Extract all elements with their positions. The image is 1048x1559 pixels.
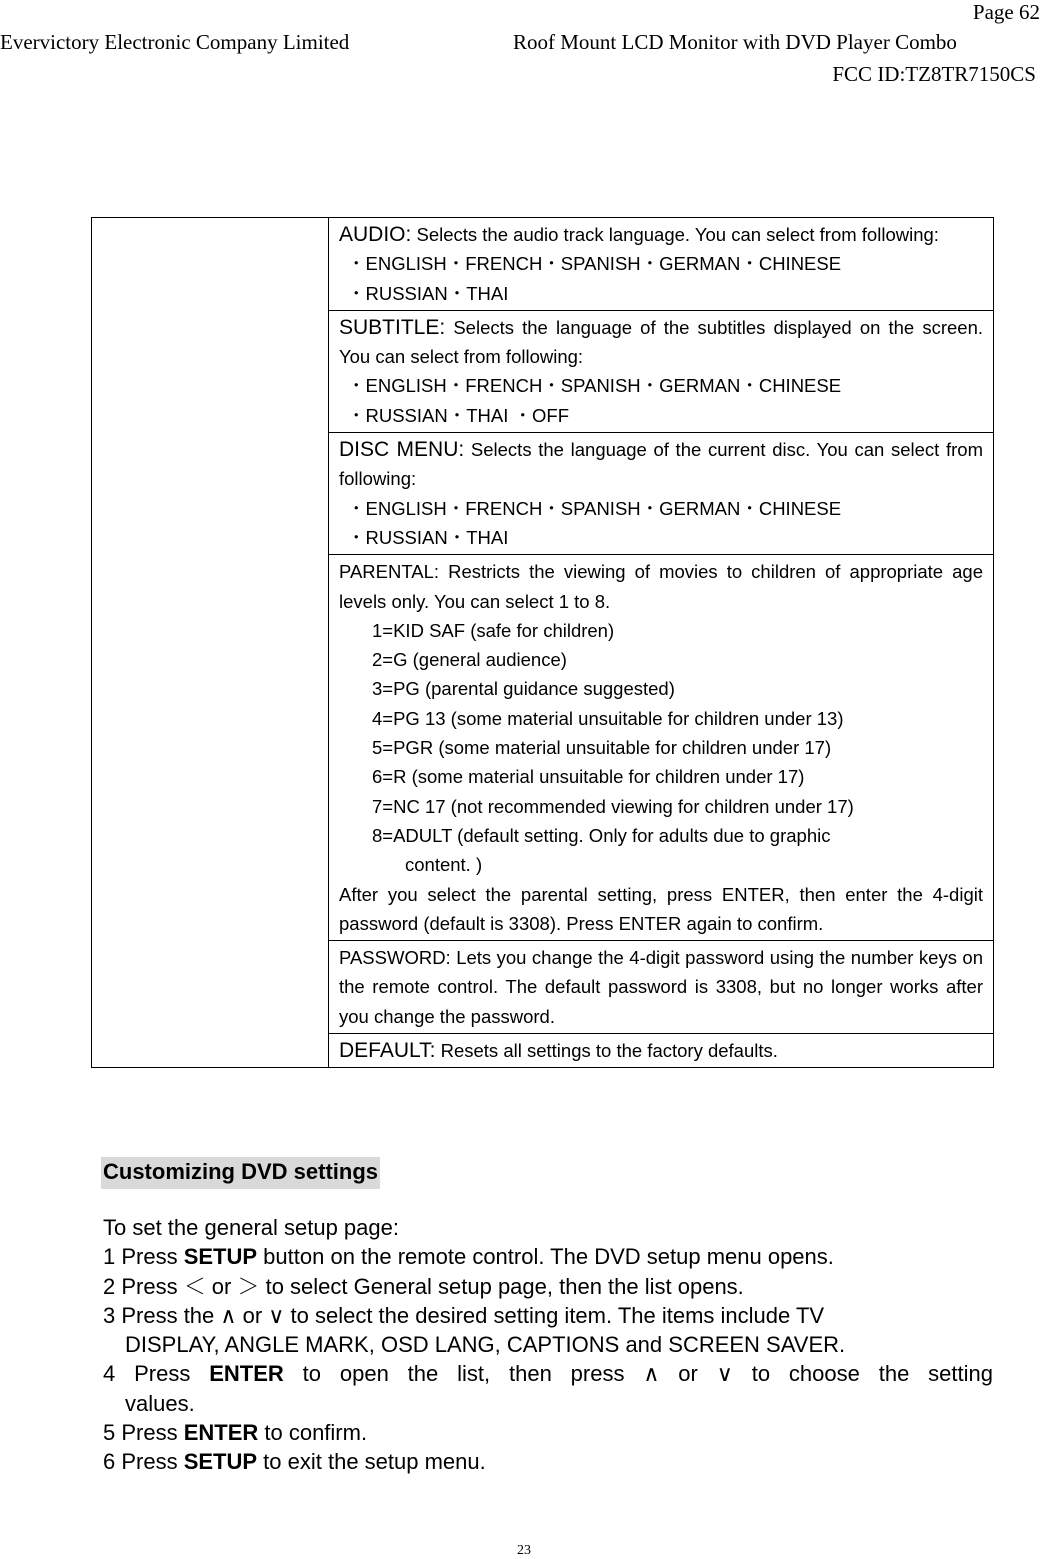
- parental-level: 5=PGR (some material unsuitable for children under 17): [372, 737, 832, 759]
- enter-key: ENTER: [183, 1420, 259, 1446]
- setup-steps: [103, 1213, 993, 1477]
- page-number: 23: [517, 1543, 531, 1558]
- step-3: 3 Press the ∧ or ∨ to select the desired setting item. The items include TV: [103, 1302, 825, 1328]
- step-4-continuation: values.: [125, 1390, 195, 1416]
- subtitle-term: SUBTITLE:: [339, 315, 446, 339]
- enter-key: ENTER: [209, 1361, 284, 1387]
- audio-options-1: ・ENGLISH・FRENCH・SPANISH・GERMAN・CHINESE: [347, 253, 842, 275]
- subtitle-options-1: ・ENGLISH・FRENCH・SPANISH・GERMAN・CHINESE: [347, 375, 842, 397]
- audio-term: AUDIO:: [339, 223, 412, 246]
- parental-level: 6=R (some material unsuitable for children under 17): [372, 766, 805, 788]
- disc-menu-options-2: ・RUSSIAN・THAI: [347, 526, 509, 548]
- setup-key: SETUP: [183, 1244, 258, 1270]
- parental-desc: Restricts the viewing of movies to children of appropriate age levels only. You can select 1 to 8.: [339, 561, 983, 612]
- parental-level-continuation: content. ): [405, 854, 483, 876]
- disc-menu-desc: Selects the language of the current disc. You can select from following:: [339, 439, 984, 490]
- subtitle-options-2: ・RUSSIAN・THAI ・OFF: [347, 404, 570, 426]
- disc-menu-term: DISC MENU:: [339, 438, 465, 462]
- audio-cell: [329, 218, 994, 311]
- empty-left-cell: [92, 218, 329, 1068]
- password-term: PASSWORD:: [339, 947, 451, 969]
- disc-menu-cell: [329, 433, 994, 555]
- default-desc: Resets all settings to the factory defaults.: [440, 1040, 778, 1062]
- parental-term: PARENTAL:: [339, 561, 440, 583]
- password-desc: Lets you change the 4-digit password using the number keys on the remote control. The default password is 3308, but no longer works after you change the password.: [339, 947, 983, 1027]
- parental-level: 4=PG 13 (some material unsuitable for children under 13): [372, 707, 844, 729]
- default-term: DEFAULT:: [339, 1039, 436, 1063]
- parental-level: 8=ADULT (default setting. Only for adults due to graphic: [372, 824, 831, 846]
- password-cell: [329, 941, 994, 1034]
- fcc-id: FCC ID:TZ8TR7150CS: [832, 62, 1036, 86]
- default-cell: [329, 1034, 994, 1068]
- parental-level: 7=NC 17 (not recommended viewing for children under 17): [372, 795, 854, 817]
- subtitle-desc: Selects the language of the subtitles displayed on the screen. You can select from following:: [339, 316, 984, 368]
- settings-table: [91, 217, 994, 1068]
- page-label: Page 62: [972, 0, 1040, 24]
- step-1: 1 Press SETUP button on the remote control. The DVD setup menu opens.: [103, 1244, 834, 1270]
- product-title: Roof Mount LCD Monitor with DVD Player Combo: [513, 30, 957, 54]
- audio-desc: Selects the audio track language. You can select from following:: [416, 224, 939, 245]
- step-5: 5 Press ENTER to confirm.: [103, 1420, 368, 1446]
- company-name: Evervictory Electronic Company Limited: [0, 30, 350, 54]
- parental-after-text: After you select the parental setting, press ENTER, then enter the 4-digit password (default is 3308). Press ENTER again to confirm.: [339, 883, 983, 934]
- step-6: 6 Press SETUP to exit the setup menu.: [103, 1449, 486, 1475]
- parental-level: 3=PG (parental guidance suggested): [372, 678, 675, 700]
- audio-options-2: ・RUSSIAN・THAI: [347, 282, 509, 304]
- step-3-continuation: DISPLAY, ANGLE MARK, OSD LANG, CAPTIONS and SCREEN SAVER.: [125, 1332, 846, 1358]
- step-4: 4 Press ENTER to open the list, then press ∧ or ∨ to choose the setting: [103, 1361, 994, 1387]
- parental-level: 2=G (general audience): [372, 649, 567, 671]
- setup-key: SETUP: [183, 1449, 258, 1475]
- section-heading: Customizing DVD settings: [101, 1157, 380, 1189]
- disc-menu-options-1: ・ENGLISH・FRENCH・SPANISH・GERMAN・CHINESE: [347, 497, 842, 519]
- parental-cell: [329, 555, 994, 941]
- subtitle-cell: [329, 310, 994, 432]
- step-2: 2 Press ＜ or ＞ to select General setup page, then the list opens.: [103, 1273, 744, 1299]
- parental-level: 1=KID SAF (safe for children): [372, 619, 615, 641]
- steps-intro: To set the general setup page:: [103, 1215, 399, 1240]
